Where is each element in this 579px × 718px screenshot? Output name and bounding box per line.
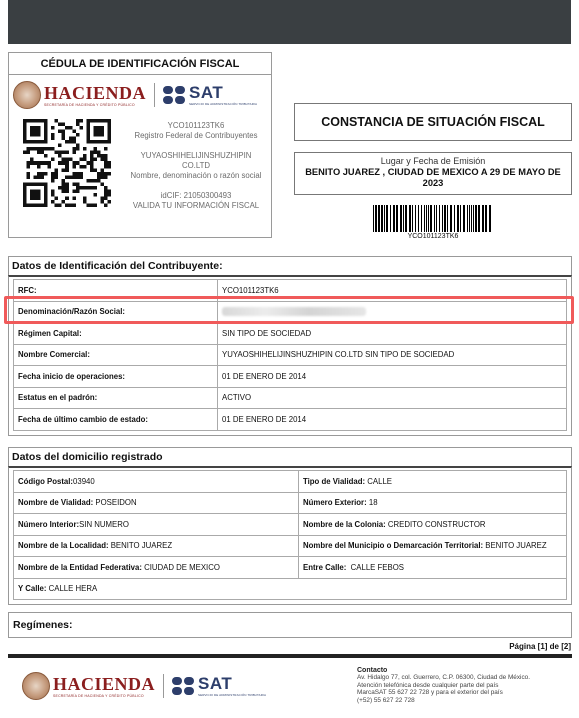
- field-value: CALLE HERA: [46, 584, 98, 594]
- table-row: [13, 387, 567, 410]
- footer-contact: [357, 667, 572, 704]
- field-label: Nombre de la Entidad Federativa:: [18, 562, 142, 572]
- regimenes-section-title: Regímenes:: [8, 612, 572, 638]
- field-value: SIN NUMERO: [79, 519, 129, 529]
- footer-hacienda-seal-icon: [22, 672, 50, 700]
- table-row: [13, 408, 567, 431]
- cedula-name-line1: YUYAOSHIHELIJINSHUZHIPIN: [140, 151, 252, 160]
- field-value: ACTIVO: [217, 388, 566, 409]
- table-row: [13, 344, 567, 367]
- redacted-value: [222, 307, 366, 316]
- cedula-info: [121, 121, 271, 221]
- field-label: Número Interior:: [18, 519, 80, 529]
- emision-value: BENITO JUAREZ , CIUDAD DE MEXICO A 29 DE MAYO DE 2023: [305, 167, 561, 188]
- address-field: [14, 514, 298, 535]
- field-label: Número Exterior:: [303, 498, 367, 508]
- field-value: YCO101123TK6: [217, 280, 566, 301]
- field-value: CREDITO CONSTRUCTOR: [385, 519, 486, 529]
- barcode-icon: [371, 205, 495, 232]
- field-label: Régimen Capital:: [18, 328, 82, 338]
- field-label: Denominación/Razón Social:: [18, 307, 126, 317]
- field-label: Fecha de último cambio de estado:: [18, 414, 148, 424]
- qr-code-icon: [23, 119, 111, 207]
- contribuyente-table: [8, 275, 572, 436]
- field-label: RFC:: [18, 285, 37, 295]
- cedula-idcif: idCIF: 21050300493: [160, 191, 232, 200]
- cedula-logos: [13, 79, 267, 111]
- field-label: Nombre Comercial:: [18, 350, 90, 360]
- field-label: Nombre de la Localidad:: [18, 541, 109, 551]
- footer-divider: [8, 654, 572, 658]
- table-row: [13, 365, 567, 388]
- table-row: [13, 301, 567, 324]
- cedula-rfc-label: Registro Federal de Contribuyentes: [134, 131, 258, 140]
- cedula-title: CÉDULA DE IDENTIFICACIÓN FISCAL: [9, 53, 271, 75]
- sat-logo: SAT: [189, 83, 224, 102]
- cedula-name-line2: CO.LTD: [181, 161, 210, 170]
- field-value: CALLE FEBOS: [346, 562, 404, 572]
- address-field: [14, 557, 298, 578]
- field-value: 18: [366, 498, 378, 508]
- hacienda-seal-icon: [13, 81, 41, 109]
- domicilio-table: [8, 466, 572, 605]
- table-row: [13, 322, 567, 345]
- emision-label: Lugar y Fecha de Emisión: [380, 156, 486, 166]
- field-value: POSEIDON: [93, 498, 137, 508]
- field-label: Nombre del Municipio o Demarcación Territorial:: [303, 541, 484, 551]
- table-row: [13, 492, 567, 515]
- footer-sat-subtitle: SERVICIO DE ADMINISTRACIÓN TRIBUTARIA: [198, 693, 267, 697]
- field-value: 01 DE ENERO DE 2014: [217, 366, 566, 387]
- field-value: 01 DE ENERO DE 2014: [217, 409, 566, 430]
- field-label: Tipo de Vialidad:: [303, 476, 366, 486]
- cedula-valida: VALIDA TU INFORMACIÓN FISCAL: [132, 201, 260, 210]
- page-number: Página [1] de [2]: [509, 642, 571, 651]
- contact-title: Contacto: [357, 667, 388, 674]
- table-row: [13, 578, 567, 601]
- address-field: [298, 493, 566, 514]
- sat-subtitle: SERVICIO DE ADMINISTRACIÓN TRIBUTARIA: [189, 102, 258, 106]
- table-row: [13, 556, 567, 579]
- field-value: [217, 302, 566, 323]
- field-value: CALLE: [365, 476, 392, 486]
- footer-logos: [22, 670, 322, 702]
- logo-divider: [154, 83, 155, 107]
- field-label: Código Postal:: [18, 476, 74, 486]
- address-field: [14, 471, 298, 492]
- cedula-card: [8, 52, 272, 238]
- field-value: 03940: [73, 476, 95, 486]
- contribuyente-section-title: Datos de Identificación del Contribuyente:: [8, 256, 572, 275]
- contact-line: MarcaSAT 55 627 22 728 y para el exterior del país: [357, 689, 503, 697]
- address-field: [14, 579, 566, 600]
- footer-sat-logo: SAT: [198, 674, 233, 693]
- emision-box: [294, 152, 572, 195]
- field-label: Estatus en el padrón:: [18, 393, 98, 403]
- address-field: [298, 471, 566, 492]
- top-header-bar: [8, 0, 571, 44]
- field-value: SIN TIPO DE SOCIEDAD: [217, 323, 566, 344]
- barcode-text: YCO101123TK6: [407, 233, 459, 240]
- footer-logo-divider: [163, 674, 164, 698]
- hacienda-logo: HACIENDA: [44, 82, 147, 103]
- field-value: YUYAOSHIHELIJINSHUZHIPIN CO.LTD SIN TIPO DE SOCIEDAD: [217, 345, 566, 366]
- cedula-rfc: YCO101123TK6: [167, 121, 225, 130]
- field-label: Nombre de Vialidad:: [18, 498, 94, 508]
- field-label: Nombre de la Colonia:: [303, 519, 386, 529]
- table-row: [13, 279, 567, 302]
- table-row: [13, 470, 567, 493]
- field-value: BENITO JUAREZ: [483, 541, 547, 551]
- footer-hacienda-subtitle: SECRETARÍA DE HACIENDA Y CRÉDITO PÚBLICO: [53, 693, 144, 698]
- address-field: [14, 493, 298, 514]
- address-field: [14, 536, 298, 557]
- contact-line: (+52) 55 627 22 728: [357, 696, 415, 704]
- field-value: BENITO JUAREZ: [108, 541, 173, 551]
- footer-hacienda-logo: HACIENDA: [53, 673, 156, 694]
- hacienda-subtitle: SECRETARÍA DE HACIENDA Y CRÉDITO PÚBLICO: [44, 102, 135, 107]
- constancia-title: CONSTANCIA DE SITUACIÓN FISCAL: [294, 103, 572, 141]
- table-row: [13, 535, 567, 558]
- domicilio-section-title: Datos del domicilio registrado: [8, 447, 572, 466]
- sat-logo-icon: [163, 86, 187, 104]
- cedula-name-label: Nombre, denominación o razón social: [130, 171, 262, 180]
- contact-line: Atención telefónica desde cualquier parte del país: [357, 681, 499, 689]
- address-field: [298, 536, 566, 557]
- footer-sat-logo-icon: [172, 677, 196, 695]
- contact-line: Av. Hidalgo 77, col. Guerrero, C.P. 06300, Ciudad de México.: [357, 674, 530, 682]
- field-label: Fecha inicio de operaciones:: [18, 371, 126, 381]
- field-label: Entre Calle:: [303, 562, 347, 572]
- field-value: CIUDAD DE MEXICO: [141, 562, 220, 572]
- address-field: [298, 557, 566, 578]
- table-row: [13, 513, 567, 536]
- field-label: Y Calle:: [18, 584, 47, 594]
- address-field: [298, 514, 566, 535]
